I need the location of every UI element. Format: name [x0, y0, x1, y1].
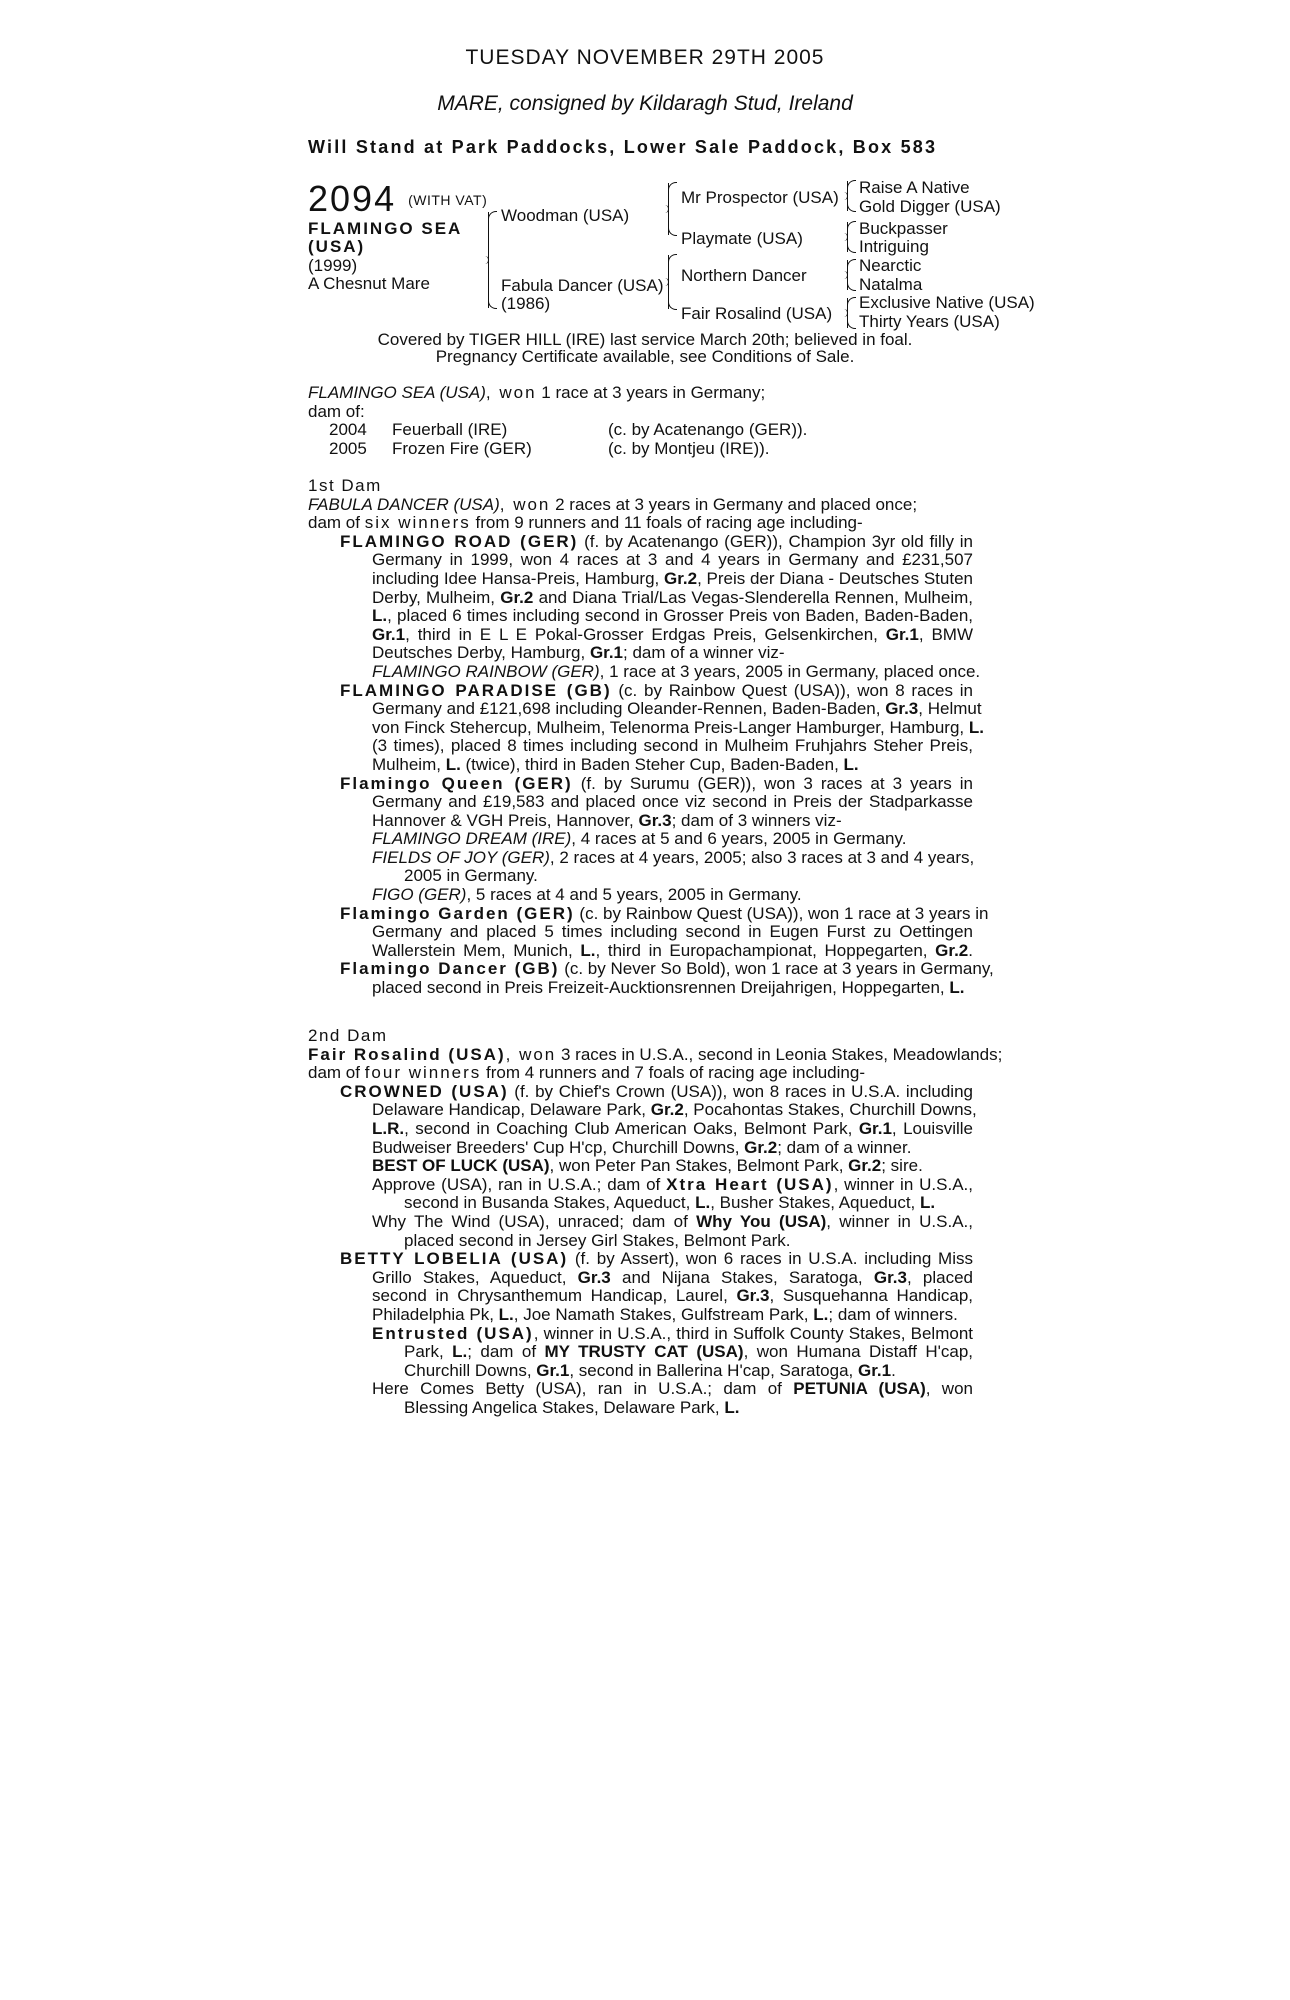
pedigree-sire-dam: Playmate (USA) — [681, 229, 803, 248]
pedigree-g7: Exclusive Native (USA) — [859, 293, 1035, 312]
pedigree-g8: Thirty Years (USA) — [859, 312, 1000, 331]
pedigree-g6: Natalma — [859, 275, 923, 294]
pedigree-dam-year: (1986) — [501, 294, 551, 313]
pedigree-dam: Fabula Dancer (USA) — [501, 276, 664, 295]
pedigree-brace-g2 — [847, 222, 848, 252]
pedigree-g2: Gold Digger (USA) — [859, 197, 1001, 216]
consignor-line: MARE, consigned by Kildaragh Stud, Ireland — [437, 92, 853, 115]
pedigree-brace-sire — [668, 183, 669, 235]
horse-description: A Chesnut Mare — [308, 274, 430, 293]
runner-name: Flamingo Queen (GER) — [340, 773, 573, 793]
horse-year: (1999) — [308, 256, 358, 275]
dam-of-label: dam of: — [308, 401, 365, 421]
produce-row: 2005 Frozen Fire (GER) (c. by Montjeu (IRE)). — [329, 438, 770, 458]
covered-note-2: Pregnancy Certificate available, see Conditions of Sale. — [435, 347, 855, 366]
horse-name-line1: FLAMINGO SEA — [308, 219, 463, 238]
second-dam-section: 2nd Dam Fair Rosalind (USA), won 3 races in U.S.A., second in Leonia Stakes, Meadowlands; dam of four winners from 4 runners and 7 foals of racing age including- CROWNED (USA) (f. by Chief's Crown (USA)), won 8 races in U.S.A. including Delaware Handicap, Delaware Park, Gr.2, Pocahontas Stakes, Churchill Downs, L.R., second in Coaching Club American Oaks, Belmont Park, Gr.1, Louisville Budweiser Breeders' Cup H'cp, Churchill Downs, Gr.2; dam of a winner. BEST OF LUCK (USA), won Peter Pan Stakes, Belmont Park, Gr.2; sire. Approve (USA), ran in U.S.A.; dam of Xtra Heart (USA), winner in U.S.A., second in Busanda Stakes, Aqueduct, L., Busher Stakes, Aqueduct, L. Why The Wind (USA), unraced; dam of Why You (USA), winner in U.S.A., placed second in Jersey Girl Stakes, Belmont Park. BETTY LOBELIA (USA) (f. by Assert), won 6 races in U.S.A. including Miss Grillo Stakes, Aqueduct, Gr.3 and Nijana Stakes, Saratoga, Gr.3, placed second in Chrysanthemum Handicap, Laurel, Gr.3, Susquehanna Handicap, Philadelphia Pk, L., Joe Namath Stakes, Gulfstream Park, L.; dam of winners. Entrusted (USA), winner in U.S.A., third in Suffolk County Stakes, Belmont Park, L.; dam of MY TRUSTY CAT (USA), won Humana Distaff H'cap, Churchill Downs, Gr.1, second in Ballerina H'cap, Saratoga, Gr.1. Here Comes Betty (USA), ran in U.S.A.; dam of PETUNIA (USA), won Blessing Angelica Stakes, Delaware Park, L. — [308, 1026, 1003, 1417]
mare-record: FLAMINGO SEA (USA), won 1 race at 3 years in Germany; dam of: 2004 Feuerball (IRE) (c. by Acatenango (GER)). 2005 Frozen Fire (GER) (c. by Montjeu (IRE)). — [308, 384, 973, 458]
vat-note: (WITH VAT) — [408, 192, 488, 208]
runner-name: Flamingo Garden (GER) — [340, 903, 575, 923]
pedigree-sire-sire: Mr Prospector (USA) — [681, 188, 839, 207]
runner-name: FLAMINGO PARADISE (GB) — [340, 680, 612, 700]
lot-number-value: 2094 — [308, 178, 397, 219]
first-dam-heading: 1st Dam — [308, 476, 382, 495]
second-dam-heading: 2nd Dam — [308, 1026, 388, 1045]
pedigree-brace-g4 — [847, 298, 848, 328]
first-dam-section: 1st Dam FABULA DANCER (USA), won 2 races at 3 years in Germany and placed once; dam of six winners from 9 runners and 11 foals of racing age including- FLAMINGO ROAD (GER) (f. by Acatenango (GER)), Champion 3yr old filly in Germany in 1999, won 4 races at 3 and 4 years in Germany and £231,507 including Idee Hansa-Preis, Hamburg, Gr.2, Preis der Diana - Deutsches Stuten Derby, Mulheim, Gr.2 and Diana Trial/Las Vegas-Slenderella Rennen, Mulheim, L., placed 6 times including second in Grosser Preis von Baden, Baden-Baden, Gr.1, third in E L E Pokal-Grosser Erdgas Preis, Gelsenkirchen, Gr.1, BMW Deutsches Derby, Hamburg, Gr.1; dam of a winner viz- FLAMINGO RAINBOW (GER), 1 race at 3 years, 2005 in Germany, placed once. FLAMINGO PARADISE (GB) (c. by Rainbow Quest (USA)), won 8 races in Germany and £121,698 including Oleander-Rennen, Baden-Baden, Gr.3, Helmut von Finck Stehercup, Mulheim, Telenorma Preis-Langer Hamburger, Hamburg, L. (3 times), placed 8 times including second in Mulheim Fruhjahrs Steher Preis, Mulheim, L. (twice), third in Baden Steher Cup, Baden-Baden, L. Flamingo Queen (GER) (f. by Surumu (GER)), won 3 races at 3 years in Germany and £19,583 and placed once viz second in Preis der Stadparkasse Hannover & VGH Preis, Hannover, Gr.3; dam of 3 winners viz- FLAMINGO DREAM (IRE), 4 races at 5 and 6 years, 2005 in Germany. FIELDS OF JOY (GER), 2 races at 4 years, 2005; also 3 races at 3 and 4 years, 2005 in Germany. FIGO (GER), 5 races at 4 and 5 years, 2005 in Germany. Flamingo Garden (GER) (c. by Rainbow Quest (USA)), won 1 race at 3 years in Germany and placed 5 times including second in Eugen Furst zu Oettingen Wallerstein Mem, Munich, L., third in Europachampionat, Hoppegarten, Gr.2. Flamingo Dancer (GB) (c. by Never So Bold), won 1 race at 3 years in Germany, placed second in Preis Freizeit-Aucktionsrennen Dreijahrigen, Hoppegarten, L. — [308, 476, 994, 998]
pedigree-brace-main — [488, 212, 489, 308]
runner-name: FLAMINGO ROAD (GER) — [340, 531, 579, 551]
covered-note-1: Covered by TIGER HILL (IRE) last service March 20th; believed in foal. — [377, 330, 913, 349]
runner-name: Flamingo Dancer (GB) — [340, 959, 560, 979]
pedigree-g3: Buckpasser — [859, 219, 948, 238]
pedigree-brace-g3 — [847, 260, 848, 290]
pedigree-brace-g1 — [847, 181, 848, 211]
horse-name-line2: (USA) — [308, 237, 366, 256]
mare-name: FLAMINGO SEA (USA) — [308, 383, 486, 402]
pedigree-sire: Woodman (USA) — [501, 206, 630, 225]
pedigree-g5: Nearctic — [859, 256, 922, 275]
pedigree-brace-dam — [668, 255, 669, 309]
stand-location: Will Stand at Park Paddocks, Lower Sale Paddock, Box 583 — [308, 137, 938, 157]
pedigree-dam-sire: Northern Dancer — [681, 266, 807, 285]
pedigree-g1: Raise A Native — [859, 178, 970, 197]
lot-number — [308, 178, 487, 220]
sale-date: TUESDAY NOVEMBER 29TH 2005 — [465, 46, 825, 69]
produce-row: 2004 Feuerball (IRE) (c. by Acatenango (GER)). — [329, 420, 808, 440]
pedigree-g4: Intriguing — [859, 237, 929, 256]
pedigree-dam-dam: Fair Rosalind (USA) — [681, 304, 833, 323]
runner-name: BETTY LOBELIA (USA) — [340, 1249, 569, 1269]
runner-name: CROWNED (USA) — [340, 1081, 509, 1101]
